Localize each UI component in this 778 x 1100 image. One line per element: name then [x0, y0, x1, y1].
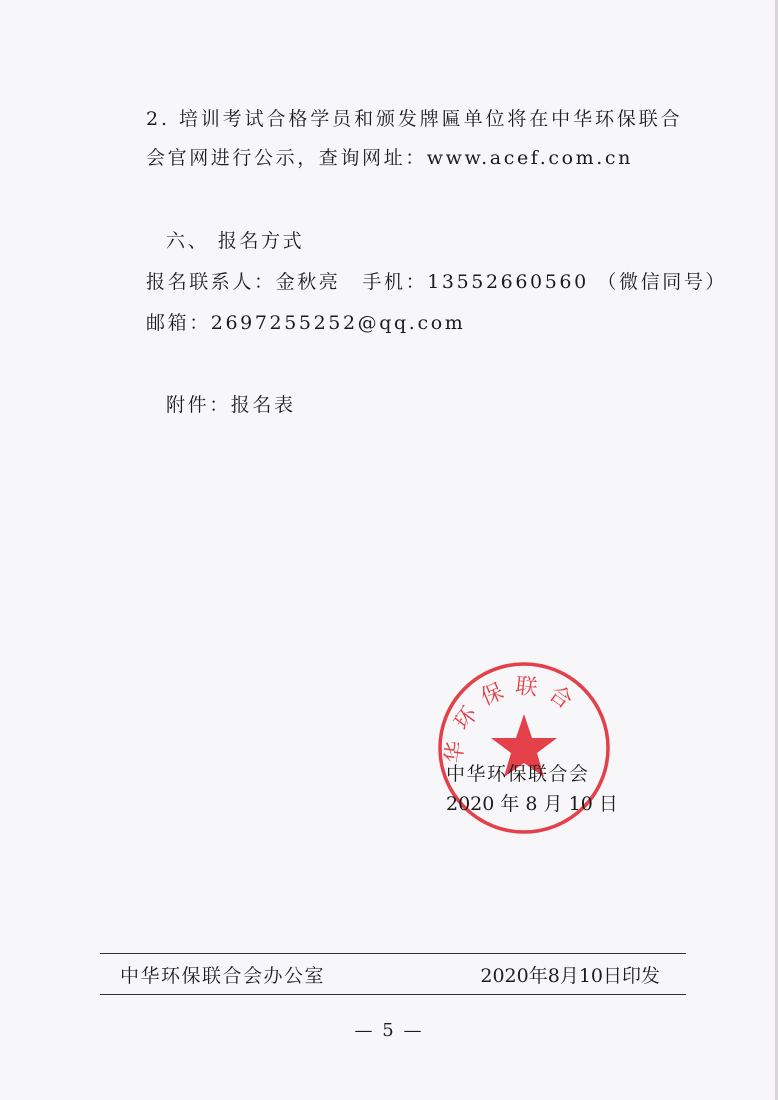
contact-line — [146, 270, 727, 294]
footer-rule-top — [100, 953, 686, 954]
attachment-line: 附件：报名表 — [166, 394, 296, 416]
phone-label: 手机：13552660560 （微信同号） — [362, 271, 728, 293]
seal-text: 华环保联合 — [441, 673, 585, 765]
item2-line2: 会官网进行公示，查询网址：www.acef.com.cn — [146, 147, 633, 169]
page-number: — 5 — — [354, 1020, 424, 1041]
footer-rule-bottom — [100, 994, 686, 995]
footer-issue-date: 2020年8月10日印发 — [480, 965, 660, 987]
email-line: 邮箱：2697255252@qq.com — [146, 312, 466, 334]
section6-title: 六、 报名方式 — [166, 230, 305, 252]
contact-label: 报名联系人：金秋亮 — [146, 271, 341, 293]
signature-org: 中华环保联合会 — [446, 763, 590, 785]
signature-date: 2020 年 8 月 10 日 — [446, 793, 618, 815]
footer-issuer: 中华环保联合会办公室 — [120, 965, 326, 987]
item2-line1: 2. 培训考试合格学员和颁发牌匾单位将在中华环保联合 — [146, 108, 683, 130]
